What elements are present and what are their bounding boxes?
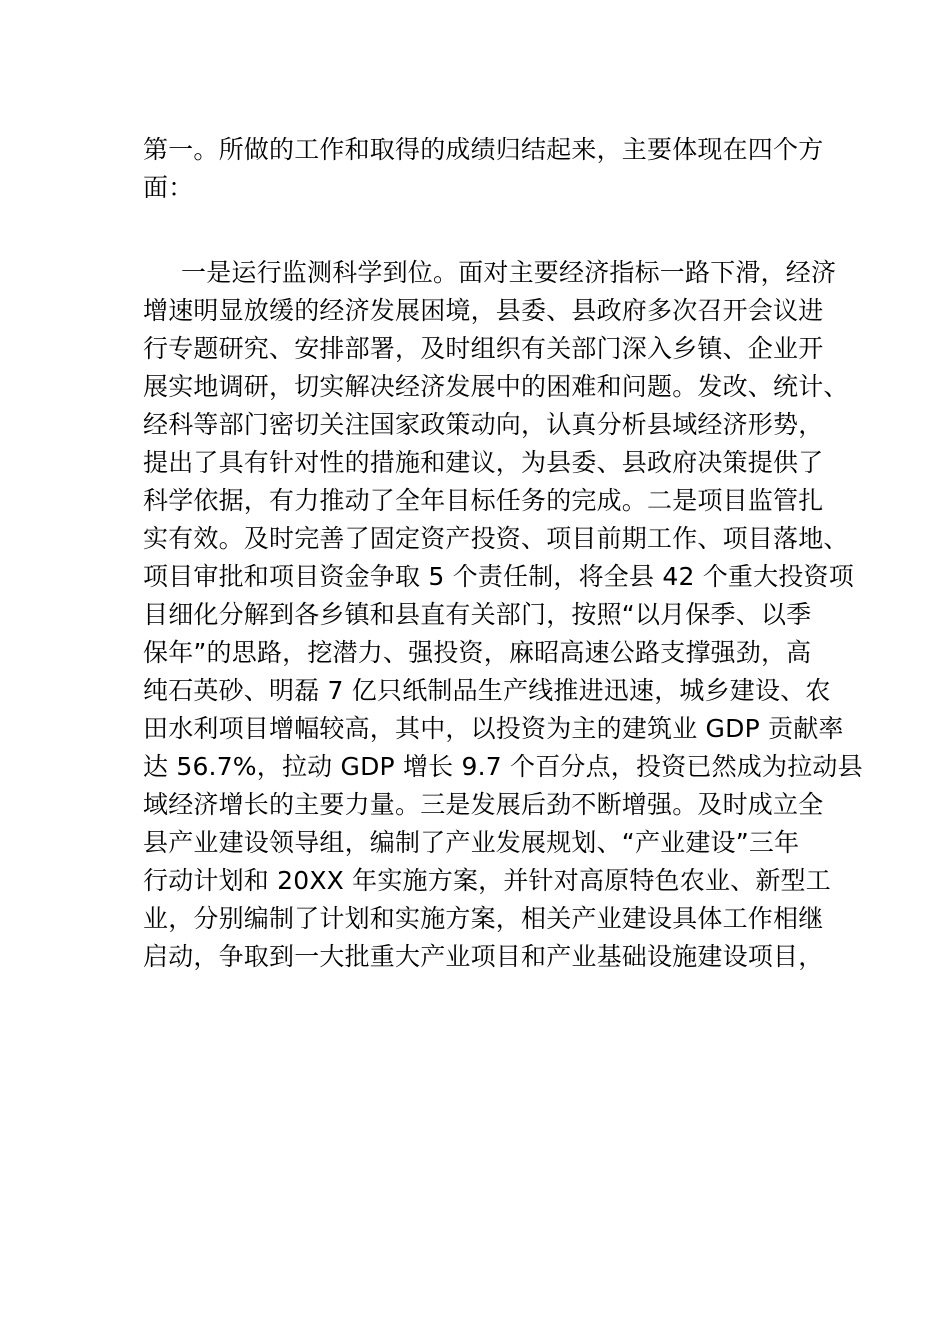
paragraph-line: 启动，争取到一大批重大产业项目和产业基础设施建设项目， (143, 942, 824, 971)
paragraph-line: 面： (143, 173, 194, 202)
paragraph-line: 达 56.7%，拉动 GDP 增长 9.7 个百分点，投资已然成为拉动县 (143, 752, 863, 781)
paragraph-line: 经科等部门密切关注国家政策动向，认真分析县域经济形势， (143, 410, 824, 439)
paragraph-body (143, 254, 863, 976)
paragraph-line: 纯石英砂、明磊 7 亿只纸制品生产线推进迅速，城乡建设、农 (143, 676, 831, 705)
paragraph-line: 增速明显放缓的经济发展困境，县委、县政府多次召开会议进 (143, 296, 824, 325)
paragraph-line: 目细化分解到各乡镇和县直有关部门，按照“以月保季、以季 (143, 600, 812, 629)
paragraph-intro (143, 131, 823, 207)
paragraph-line: 项目审批和项目资金争取 5 个责任制，将全县 42 个重大投资项 (143, 562, 854, 591)
paragraph-line: 业，分别编制了计划和实施方案，相关产业建设具体工作相继 (143, 904, 824, 933)
paragraph-line: 域经济增长的主要力量。三是发展后劲不断增强。及时成立全 (143, 790, 824, 819)
paragraph-line: 保年”的思路，挖潜力、强投资，麻昭高速公路支撑强劲，高 (143, 638, 812, 667)
paragraph-line: 行专题研究、安排部署，及时组织有关部门深入乡镇、企业开 (143, 334, 824, 363)
paragraph-line: 县产业建设领导组，编制了产业发展规划、“产业建设”三年 (143, 828, 800, 857)
paragraph-line: 实有效。及时完善了固定资产投资、项目前期工作、项目落地、 (143, 524, 849, 553)
paragraph-line: 田水利项目增幅较高，其中，以投资为主的建筑业 GDP 贡献率 (143, 714, 844, 743)
paragraph-line: 行动计划和 20XX 年实施方案，并针对高原特色农业、新型工 (143, 866, 831, 895)
paragraph-line: 展实地调研，切实解决经济发展中的困难和问题。发改、统计、 (143, 372, 849, 401)
paragraph-line: 科学依据，有力推动了全年目标任务的完成。二是项目监管扎 (143, 486, 824, 515)
paragraph-line: 第一。所做的工作和取得的成绩归结起来，主要体现在四个方 (143, 135, 824, 164)
paragraph-line: 一是运行监测科学到位。面对主要经济指标一路下滑，经济 (181, 258, 837, 287)
paragraph-line: 提出了具有针对性的措施和建议，为县委、县政府决策提供了 (143, 448, 824, 477)
